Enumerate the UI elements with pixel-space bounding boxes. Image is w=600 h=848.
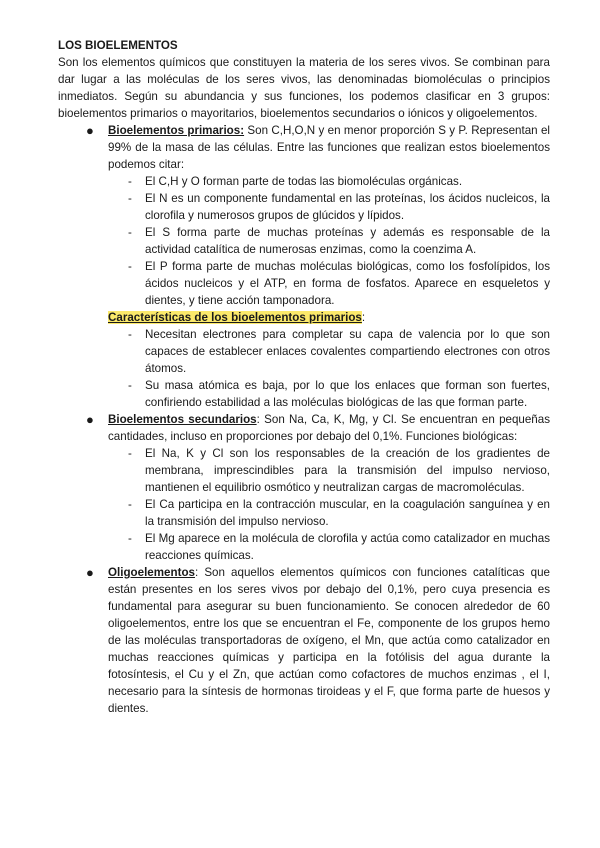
dash-icon: - [128, 447, 132, 460]
text-secundarios: : Son Na, Ca, K, Mg, y Cl. Se encuentran en pequeñas cantidades, incluso en proporciones por debajo del 0,1%. Funciones biológicas: [108, 413, 551, 443]
term-secundarios: Bioelementos secundarios [108, 413, 257, 426]
section-oligoelementos [58, 564, 550, 717]
list-item [108, 173, 550, 190]
section-secundarios [58, 411, 550, 564]
list-item-text: El Mg aparece en la molécula de clorofila y actúa como catalizador en muchas reacciones químicas. [145, 532, 550, 562]
section-primarios [58, 122, 550, 411]
bullet-icon: ● [86, 123, 94, 138]
dash-icon: - [128, 328, 132, 341]
dash-icon: - [128, 192, 132, 205]
list-item [108, 258, 550, 309]
list-item-text: El S forma parte de muchas proteínas y además es responsable de la actividad catalítica de numerosas enzimas, como la coenzima A. [145, 226, 550, 256]
characteristics-heading-text: Características de los bioelementos primarios [108, 311, 362, 324]
list-item [108, 496, 550, 530]
document-title: LOS BIOELEMENTOS [58, 39, 178, 52]
bullet-icon: ● [86, 565, 94, 580]
characteristics-heading-colon: : [361, 311, 366, 324]
list-item-text: El C,H y O forman parte de todas las biomoléculas orgánicas. [145, 175, 463, 188]
text-primarios: Son C,H,O,N y en menor proporción S y P. Representan el 99% de la masa de las células. Entre las funciones que realizan estos bioelementos podemos citar: [108, 124, 550, 171]
list-item [108, 224, 550, 258]
list-item [108, 190, 550, 224]
dash-icon: - [128, 226, 132, 239]
list-item-text: Necesitan electrones para completar su capa de valencia por lo que son capaces de establecer enlaces covalentes compartiendo electrones con otros átomos. [145, 328, 550, 375]
term-primarios: Bioelementos primarios: [108, 124, 245, 137]
bullet-icon: ● [86, 412, 94, 427]
document-content [58, 37, 550, 717]
dash-icon: - [128, 175, 132, 188]
dash-icon: - [128, 379, 132, 392]
secundarios-functions-list [108, 445, 550, 564]
list-item [108, 326, 550, 377]
list-item-text: El Ca participa en la contracción muscular, en la coagulación sanguínea y en la transmisión del impulso nervioso. [145, 498, 550, 528]
text-oligoelementos: : Son aquellos elementos químicos con funciones catalíticas que están presentes en los seres vivos por debajo del 0,1%, pero cuya presencia es fundamental para asegurar su buen funcionamiento. Se conocen alrededor de 60 oligoelementos, entre los que se encuentran el Fe, componente de los grupos hemo de las moléculas transportadoras de oxígeno, el Mn, que actúa como catalizador en muchas reacciones químicas y participa en la fotólisis del agua durante la fotosíntesis, el Cu y el Zn, que actúan como cofactores de muchos enzimas , el I, necesario para la síntesis de hormonas tiroideas y el F, que forma parte de huesos y dientes. [108, 566, 550, 715]
list-item [108, 530, 550, 564]
dash-icon: - [128, 260, 132, 273]
main-list [58, 122, 550, 717]
characteristics-list [108, 326, 550, 411]
list-item-text: Su masa atómica es baja, por lo que los enlaces que forman son fuertes, confiriendo estabilidad a las moléculas biológicas de las que forman parte. [145, 379, 550, 409]
list-item-text: El N es un componente fundamental en las proteínas, los ácidos nucleicos, la clorofila y numerosos grupos de glúcidos y lípidos. [145, 192, 550, 222]
list-item [108, 445, 550, 496]
list-item-text: El P forma parte de muchas moléculas biológicas, como los fosfolípidos, los ácidos nucleicos y el ATP, en forma de fosfatos. Aparece en esqueletos y dientes, y tiene acción tamponadora. [145, 260, 550, 307]
dash-icon: - [128, 498, 132, 511]
dash-icon: - [128, 532, 132, 545]
list-item [108, 377, 550, 411]
term-oligoelementos: Oligoelementos [108, 566, 195, 579]
primarios-functions-list [108, 173, 550, 309]
intro-paragraph: Son los elementos químicos que constituyen la materia de los seres vivos. Se combinan para dar lugar a las moléculas de los seres vivos, las denominadas biomoléculas o principios inmediatos. Según su abundancia y sus funciones, los podemos clasificar en 3 grupos: bioelementos primarios o mayoritarios, bioelementos secundarios o iónicos y oligoelementos. [58, 56, 550, 120]
list-item-text: El Na, K y Cl son los responsables de la creación de los gradientes de membrana, imprescindibles para la transmisión del impulso nervioso, mantienen el equilibrio osmótico y neutralizan cargas de macromoléculas. [145, 447, 550, 494]
characteristics-heading [108, 309, 550, 326]
